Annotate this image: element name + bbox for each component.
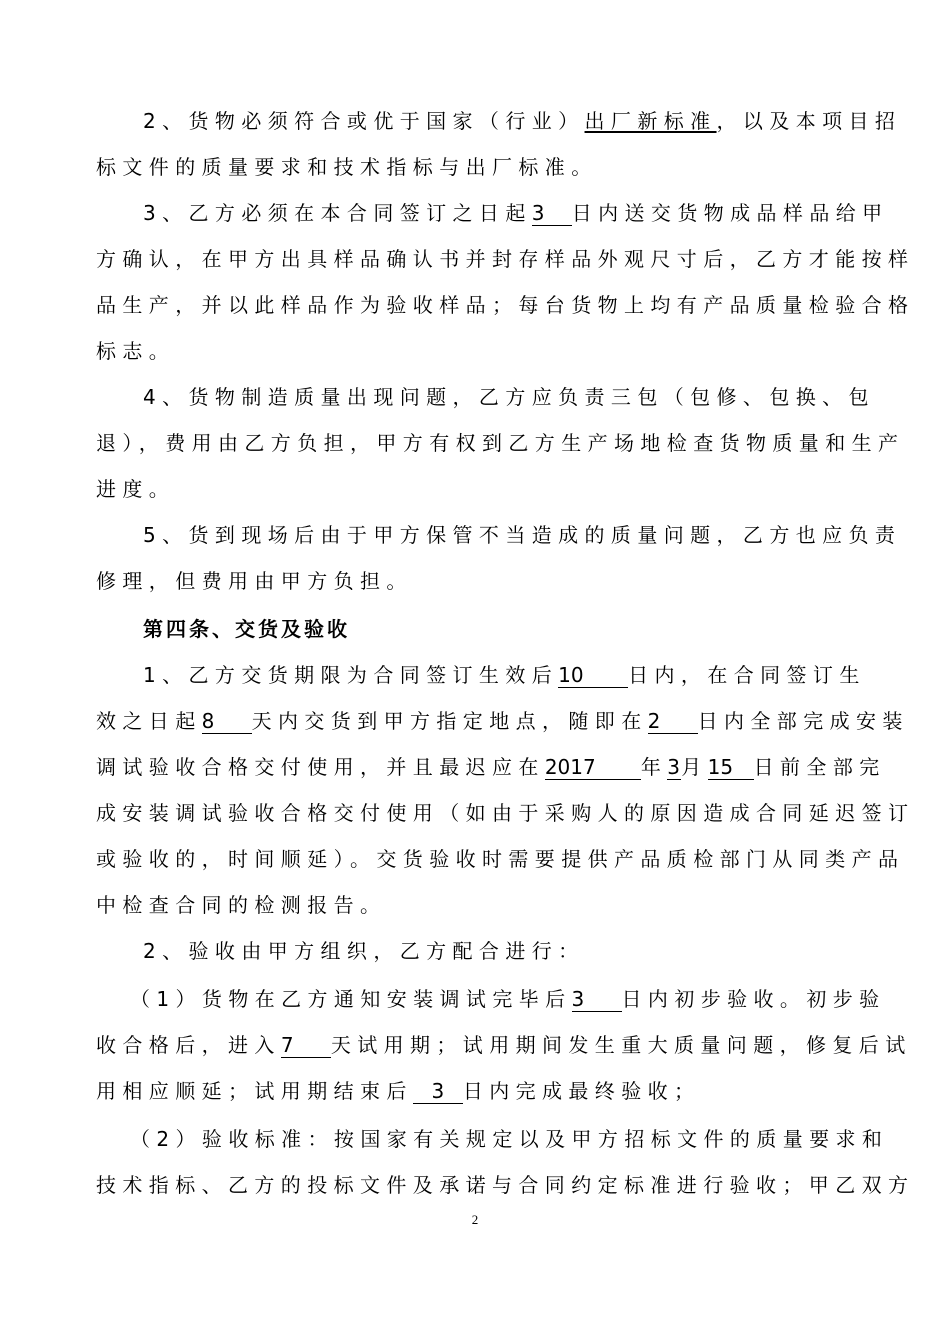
sub1-text-a: （1）货物在乙方通知安装调试完毕后 [130, 987, 572, 1011]
s4-item2-line1: 2、验收由甲方组织，乙方配合进行： [143, 939, 585, 963]
day-blank: 15 [708, 755, 754, 780]
item2-text-b: ，以及本项目招 [716, 109, 902, 133]
sub2-line2: 技术指标、乙方的投标文件及承诺与合同约定标准进行验收；甲乙双方 [96, 1173, 915, 1197]
arrival-days-blank: 8 [202, 709, 252, 734]
item5-line1: 5、货到现场后由于甲方保管不当造成的质量问题，乙方也应负责 [143, 523, 902, 547]
item3-line4: 标志。 [96, 339, 176, 363]
month-label: 月 [681, 755, 708, 779]
s4-item1-line1 [143, 660, 866, 690]
delivery-days-blank: 10 [558, 663, 628, 688]
s4-item1-line5: 或验收的，时间顺延）。交货验收时需要提供产品质检部门从同类产品 [96, 847, 905, 871]
final-days-blank: 3 [413, 1079, 463, 1104]
item5-line2: 修理，但费用由甲方负担。 [96, 569, 413, 593]
s4-item1-line6: 中检查合同的检测报告。 [96, 893, 387, 917]
item3-line2: 方确认，在甲方出具样品确认书并封存样品外观尺寸后，乙方才能按样 [96, 247, 915, 271]
s4-item1-line4: 成安装调试验收合格交付使用（如由于采购人的原因造成合同延迟签订 [96, 801, 915, 825]
sub1-line3 [96, 1076, 852, 1106]
item4-line3: 进度。 [96, 477, 176, 501]
sub1-text-b: 日内初步验收。初步验 [621, 987, 886, 1011]
s4-item1-text-g: 日前全部完 [753, 755, 886, 779]
sub1-text-c: 收合格后，进入 [96, 1033, 281, 1057]
month-blank: 3 [667, 755, 680, 779]
item2-line2: 标文件的质量要求和技术指标与出厂标准。 [96, 155, 598, 179]
item3-text-a: 3、乙方必须在本合同签订之日起 [143, 201, 532, 225]
sub1-text-f: 日内完成最终验收； [462, 1079, 701, 1103]
sub2-line1: （2）验收标准：按国家有关规定以及甲方招标文件的质量要求和 [130, 1127, 889, 1151]
sub1-line2 [96, 1030, 912, 1060]
sub1-text-e: 用相应顺延；试用期结束后 [96, 1079, 413, 1103]
item3-line1 [143, 198, 889, 228]
item3-days-blank: 3 [532, 201, 572, 226]
sub1-text-d: 天试用期；试用期间发生重大质量问题，修复后试 [330, 1033, 912, 1057]
s4-item1-line3 [96, 752, 886, 782]
install-days-blank: 2 [648, 709, 698, 734]
sub1-line1 [130, 984, 886, 1014]
year-blank: 2017 [545, 755, 641, 780]
s4-item1-text-d: 天内交货到甲方指定地点，随即在 [251, 709, 648, 733]
item2-line1 [143, 106, 902, 136]
item3-text-b: 日内送交货物成品样品给甲 [571, 201, 889, 225]
year-label: 年 [640, 755, 668, 779]
section4-heading: 第四条、交货及验收 [143, 617, 350, 641]
s4-item1-text-b: 日内，在合同签订生 [628, 663, 866, 687]
trial-days-blank: 7 [281, 1033, 331, 1058]
s4-item1-text-a: 1、乙方交货期限为合同签订生效后 [143, 663, 559, 687]
s4-item1-line2 [96, 706, 909, 736]
page-number: 2 [471, 1212, 479, 1227]
initial-days-blank: 3 [572, 987, 622, 1012]
item4-line2: 退），费用由乙方负担，甲方有权到乙方生产场地检查货物质量和生产 [96, 431, 905, 455]
s4-item1-text-e: 日内全部完成安装 [697, 709, 909, 733]
s4-item1-text-f: 调试验收合格交付使用，并且最迟应在 [96, 755, 545, 779]
item3-line3: 品生产，并以此样品作为验收样品；每台货物上均有产品质量检验合格 [96, 293, 915, 317]
s4-item1-text-c: 效之日起 [96, 709, 202, 733]
item2-text-a: 2、货物必须符合或优于国家（行业） [143, 109, 585, 133]
item4-line1: 4、货物制造质量出现问题，乙方应负责三包（包修、包换、包 [143, 385, 875, 409]
item2-underlined-standard: 出厂新标准 [584, 109, 717, 133]
